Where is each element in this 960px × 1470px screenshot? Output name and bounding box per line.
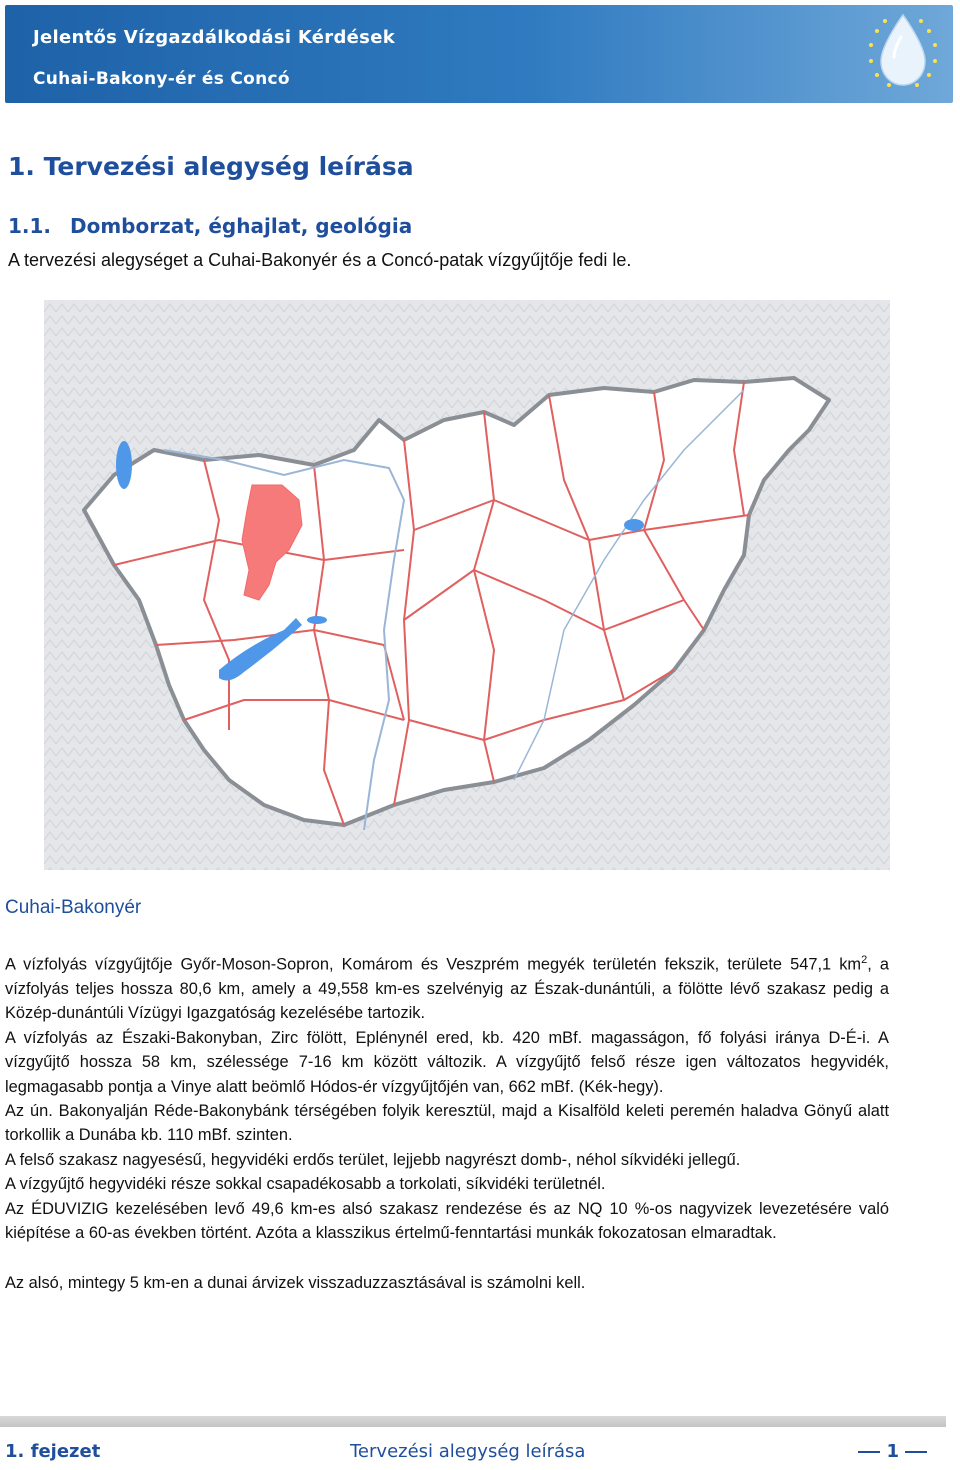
footer-title: Tervezési alegység leírása xyxy=(350,1441,586,1462)
paragraph-regulation: Az ÉDUVIZIG kezelésében levő 49,6 km-es alsó szakasz rendezése és az NQ 10 %-os nagyvizek levezetésére való kiépítése a 60-as években történt. Azóta a klasszikus értelmű-fenntartási munkák fokozatosan elmaradtak. xyxy=(5,1199,889,1242)
footer-chapter: 1. fejezet xyxy=(5,1441,101,1462)
body-text xyxy=(5,948,889,1296)
hungary-basin-map xyxy=(44,300,890,870)
intro-paragraph: A tervezési alegységet a Cuhai-Bakonyér és a Concó-patak vízgyűjtője fedi le. xyxy=(8,250,632,270)
water-drop-eu-stars-icon xyxy=(863,9,943,97)
paragraph-area-start: A vízfolyás vízgyűjtője Győr-Moson-Sopron, Komárom és Veszprém megyék területén fekszik, területe 547,1 km xyxy=(5,955,862,974)
subsection-title: Domborzat, éghajlat, geológia xyxy=(70,214,413,238)
paragraph-area xyxy=(5,948,889,1026)
page-footer xyxy=(5,1441,951,1467)
subsection-number: 1.1. xyxy=(8,214,52,238)
section-title: Tervezési alegység leírása xyxy=(43,152,414,181)
footer-divider xyxy=(0,1416,946,1427)
paragraph-backwater: Az alsó, mintegy 5 km-en a dunai árvizek visszaduzzasztásával is számolni kell. xyxy=(5,1274,586,1293)
lake-ferto xyxy=(116,441,132,489)
superscript-2: 2 xyxy=(861,954,868,966)
footer-page-number: 1 xyxy=(852,1441,933,1462)
lake-velence xyxy=(307,616,327,624)
river-title: Cuhai-Bakonyér xyxy=(5,897,142,918)
header-subtitle: Cuhai-Bakony-ér és Concó xyxy=(33,69,290,89)
paragraph-area-end: , a vízfolyás teljes hossza 80,6 km, amely a 49,558 km-es szelvényig az Észak-dunántúli, a fölötte lévő szakasz pedig a Közép-dunántúli Vízügyi Igazgatóság kezelésébe tartozik. xyxy=(5,955,889,1023)
paragraph-upper-section: A felső szakasz nagyesésű, hegyvidéki erdős terület, lejjebb nagyrészt domb-, néhol síkvidéki jellegű. xyxy=(5,1150,741,1169)
header-title: Jelentős Vízgazdálkodási Kérdések xyxy=(33,27,395,48)
section-heading xyxy=(8,152,414,181)
lake-tisza xyxy=(624,519,644,531)
header-banner xyxy=(5,5,953,103)
paragraph-bakonyalja: Az ún. Bakonyalján Réde-Bakonybánk térségében folyik keresztül, majd a Kisalföld keleti peremén haladva Gönyű alatt torkollik a Dunába kb. 110 mBf. szinten. xyxy=(5,1101,889,1145)
section-number: 1. xyxy=(8,152,35,181)
subsection-heading xyxy=(8,214,412,238)
paragraph-source: A vízfolyás az Északi-Bakonyban, Zirc fölött, Eplénynél ered, kb. 420 mBf. magasságon, fő folyási iránya D-É-i. A vízgyűjtő hossza 58 km, szélessége 7-16 km között változik. A vízgyűjtő felső része igen változatos hegyvidék, legmagasabb pontja a Vinye alatt beömlő Hódos-ér vízgyűjtőjén van, 662 mBf. (Kék-hegy). xyxy=(5,1028,889,1096)
paragraph-precipitation: A vízgyűjtő hegyvidéki része sokkal csapadékosabb a torkolati, síkvidéki területnél. xyxy=(5,1175,606,1194)
